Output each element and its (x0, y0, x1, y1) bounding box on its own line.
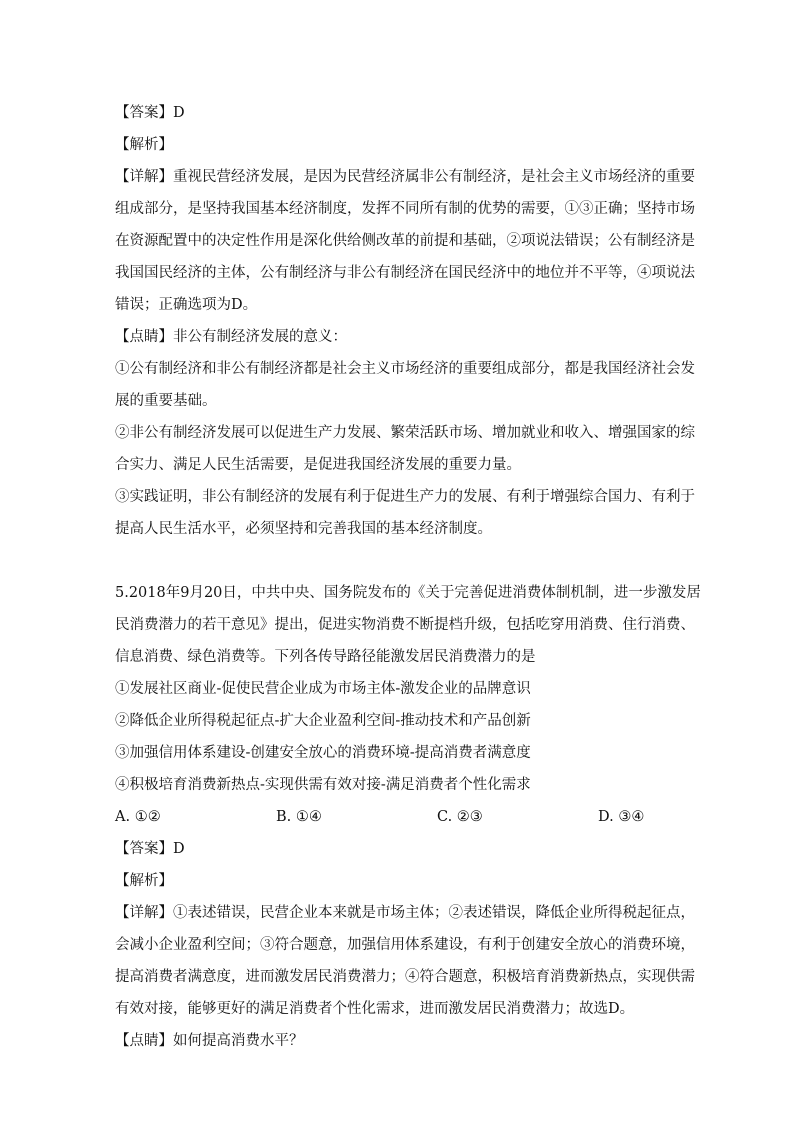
comment-line: 合实力、满足人民生活需要，是促进我国经济发展的重要力量。 (115, 457, 521, 473)
statement-item: ①发展社区商业-促使民营企业成为市场主体-激发企业的品牌意识 (115, 681, 531, 697)
detail-line: 提高消费者满意度，进而激发居民消费潜力；④符合题意，积极培育消费新热点，实现供需 (115, 969, 695, 985)
comment-line: ①公有制经济和非公有制经济都是社会主义市场经济的重要组成部分，都是我国经济社会发 (115, 361, 695, 377)
option-a: A. ①② (115, 809, 161, 825)
comment-line: 提高人民生活水平，必须坚持和完善我国的基本经济制度。 (115, 521, 492, 537)
question-stem: 信息消费、绿色消费等。下列各传导路径能激发居民消费潜力的是 (115, 649, 536, 665)
detail-line: 会减小企业盈利空间；③符合题意，加强信用体系建设，有利于创建安全放心的消费环境， (115, 937, 695, 953)
comment-heading: 【点睛】非公有制经济发展的意义： (115, 329, 347, 345)
detail-line: 我国国民经济的主体，公有制经济与非公有制经济在国民经济中的地位并不平等，④项说法 (115, 265, 695, 281)
answer-line: 【答案】D (115, 841, 185, 857)
detail-line: 有效对接，能够更好的满足消费者个性化需求，进而激发居民消费潜力；故选D。 (115, 1001, 635, 1017)
detail-line: 【详解】重视民营经济发展，是因为民营经济属非公有制经济，是社会主义市场经济的重要 (115, 169, 695, 185)
detail-line: 【详解】①表述错误，民营企业本来就是市场主体；②表述错误，降低企业所得税起征点， (115, 905, 695, 921)
option-d: D. ③④ (598, 809, 645, 825)
option-c: C. ②③ (437, 809, 483, 825)
comment-line: ②非公有制经济发展可以促进生产力发展、繁荣活跃市场、增加就业和收入、增强国家的综 (115, 425, 695, 441)
statement-item: ②降低企业所得税起征点-扩大企业盈利空间-推动技术和产品创新 (115, 713, 531, 729)
detail-line: 组成部分，是坚持我国基本经济制度，发挥不同所有制的优势的需要，①③正确；坚持市场 (115, 201, 695, 217)
detail-line: 在资源配置中的决定性作用是深化供给侧改革的前提和基础，②项说法错误；公有制经济是 (115, 233, 695, 249)
analysis-heading: 【解析】 (115, 873, 173, 889)
option-b: B. ①④ (276, 809, 322, 825)
analysis-heading: 【解析】 (115, 137, 173, 153)
question-stem: 5.2018年9月20日，中共中央、国务院发布的《关于完善促进消费体制机制，进一步激发居 (115, 585, 701, 601)
answer-line: 【答案】D (115, 105, 185, 121)
statement-item: ③加强信用体系建设-创建安全放心的消费环境-提高消费者满意度 (115, 745, 531, 761)
comment-heading: 【点睛】如何提高消费水平？ (115, 1033, 304, 1049)
comment-line: 展的重要基础。 (115, 393, 217, 409)
statement-item: ④积极培育消费新热点-实现供需有效对接-满足消费者个性化需求 (115, 777, 531, 793)
detail-line: 错误；正确选项为D。 (115, 297, 258, 313)
question-stem: 民消费潜力的若干意见》提出，促进实物消费不断提档升级，包括吃穿用消费、住行消费、 (115, 617, 695, 633)
comment-line: ③实践证明，非公有制经济的发展有利于促进生产力的发展、有利于增强综合国力、有利于 (115, 489, 695, 505)
